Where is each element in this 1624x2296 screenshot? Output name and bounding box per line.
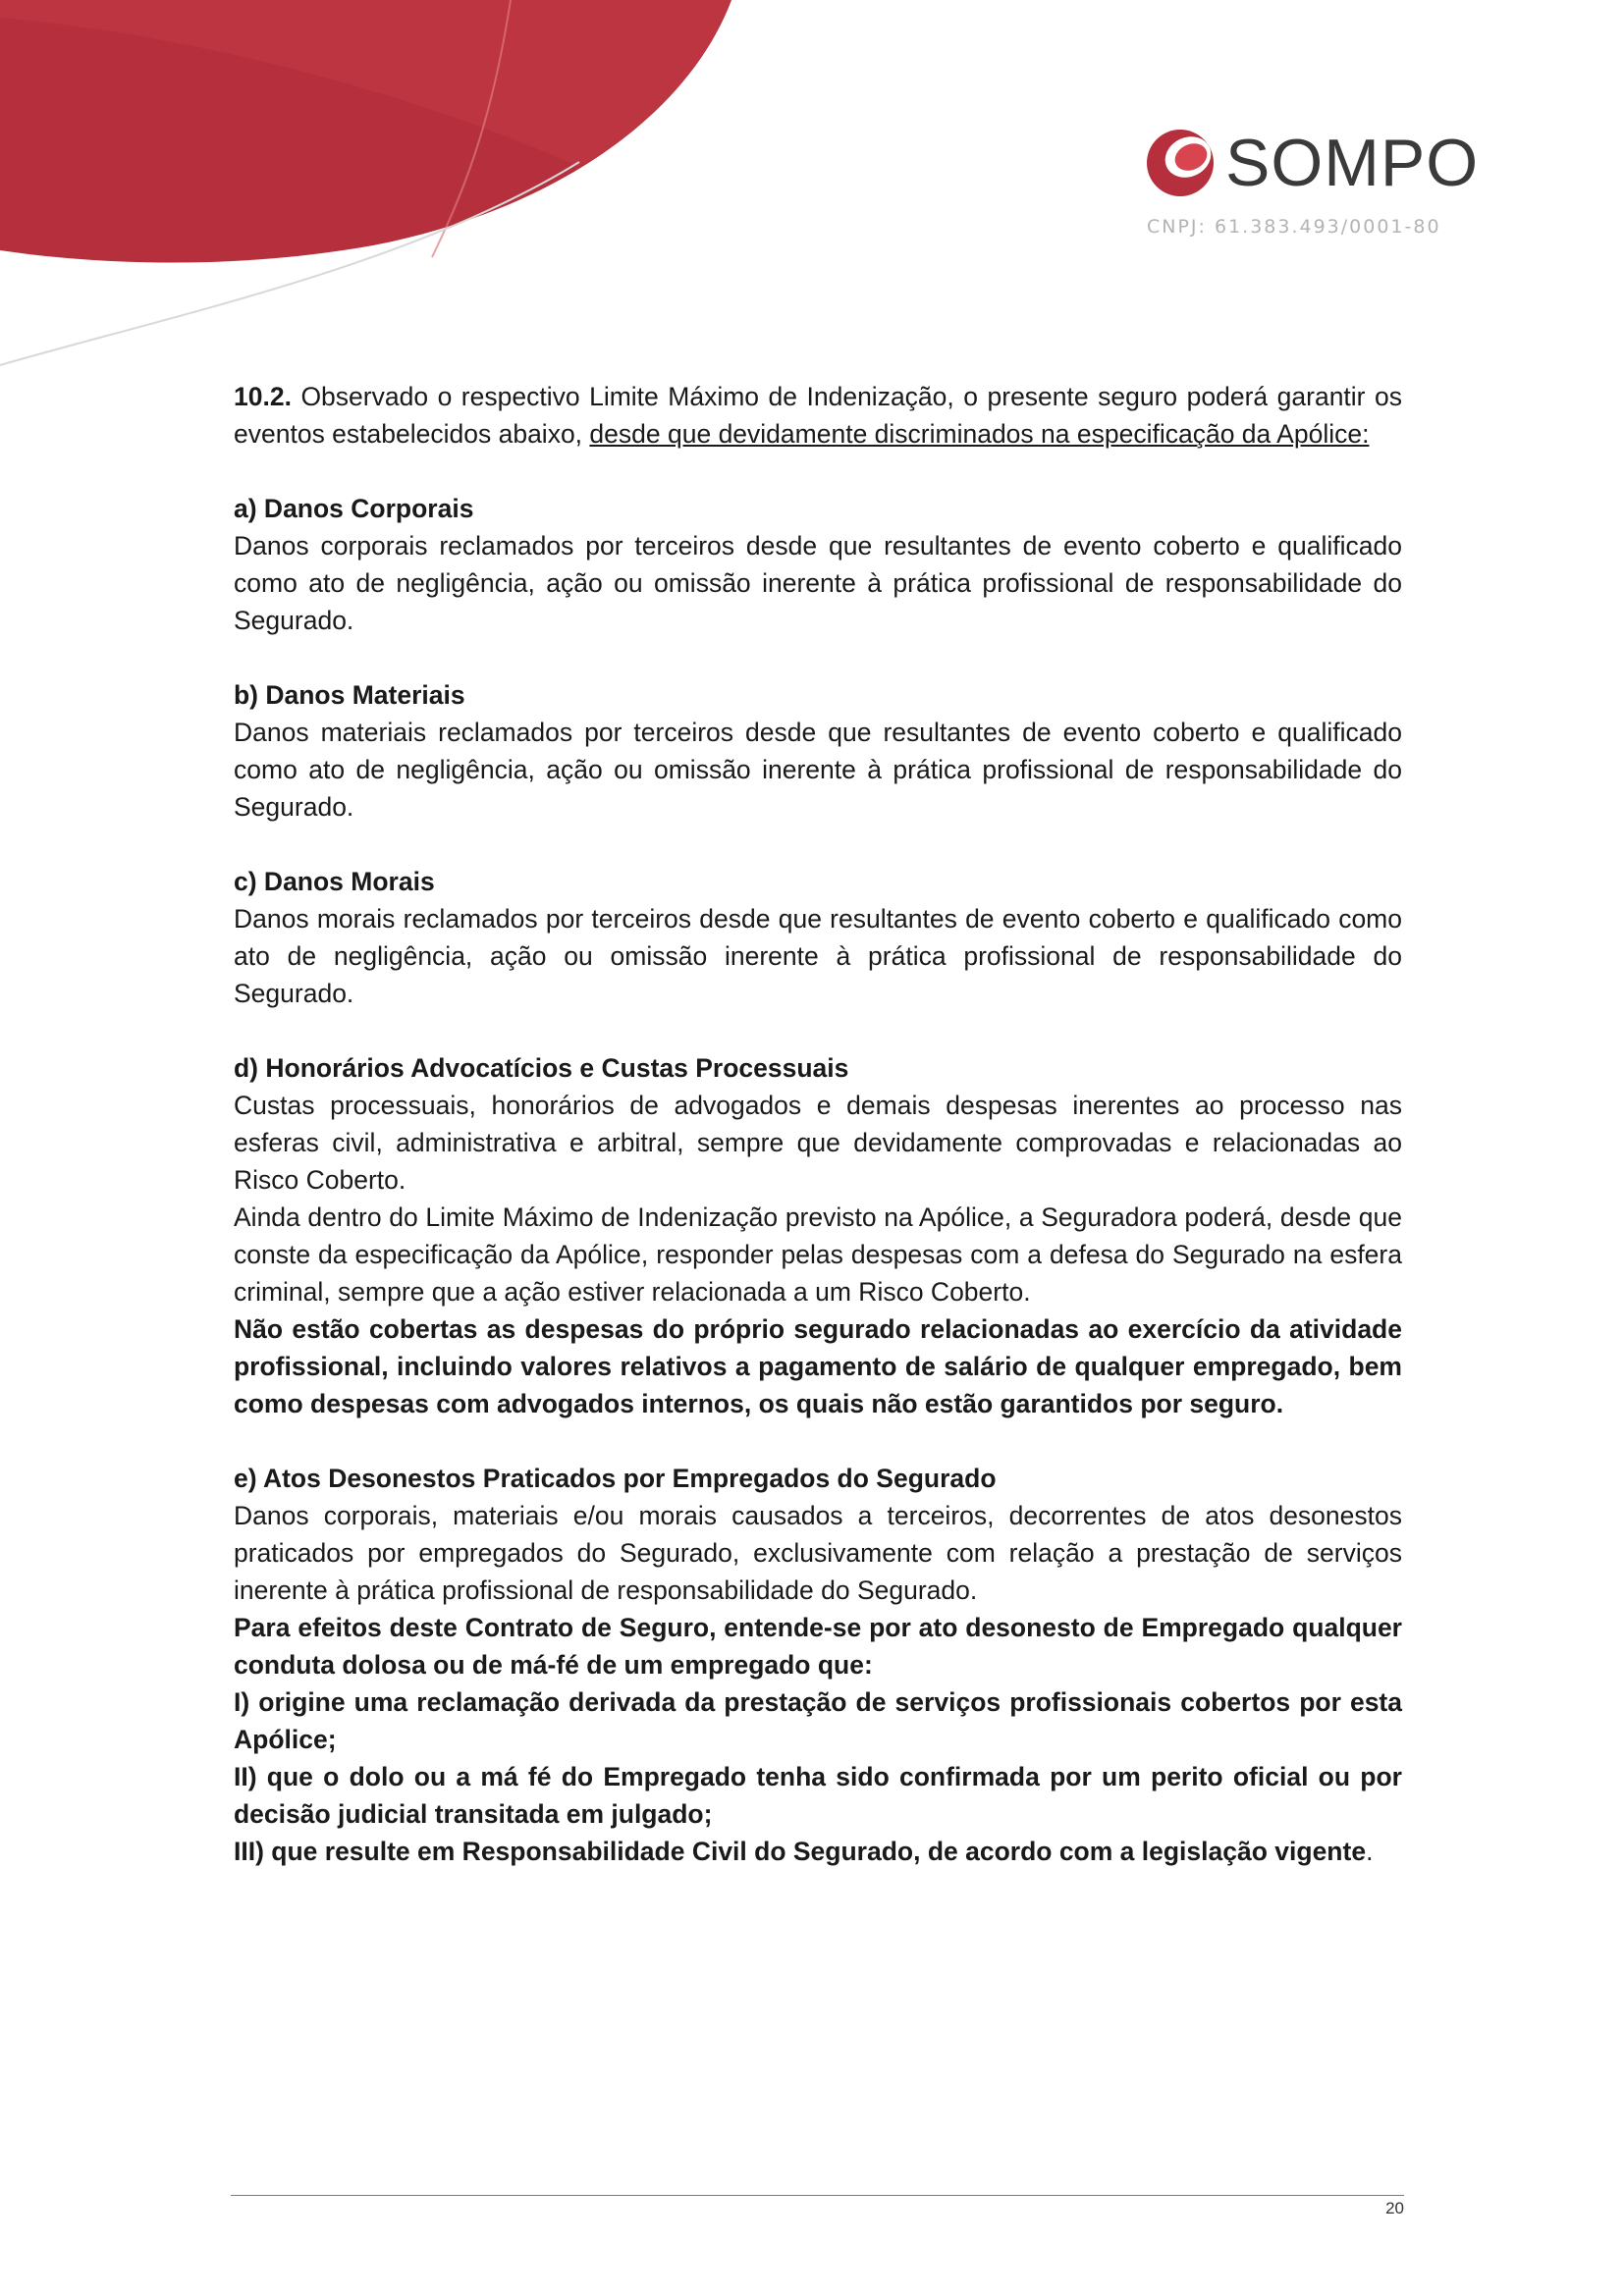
section-c-text: Danos morais reclamados por terceiros desde que resultantes de evento coberto e qualificado como ato de negligência, ação ou omissão inerente à prática profissional de responsabilidade do Segurado. (234, 904, 1402, 1008)
intro-paragraph (234, 378, 1402, 453)
section-d-text-2: Ainda dentro do Limite Máximo de Indenização previsto na Apólice, a Seguradora poderá, desde que conste da especificação da Apólice, responder pelas despesas com a defesa do Segurado na esfera criminal, sempre que a ação estiver relacionada a um Risco Coberto. (234, 1202, 1402, 1307)
section-a-title: a) Danos Corporais (234, 494, 474, 523)
section-d-title: d) Honorários Advocatícios e Custas Processuais (234, 1053, 849, 1083)
logo-wordmark: SOMPO (1225, 126, 1480, 200)
section-e-item-3-text: III) que resulte em Responsabilidade Civil do Segurado, de acordo com a legislação vigente (234, 1837, 1367, 1866)
section-a-text: Danos corporais reclamados por terceiros desde que resultantes de evento coberto e qualificado como ato de negligência, ação ou omissão inerente à prática profissional de responsabilidade do Segurado. (234, 531, 1402, 635)
section-e-item-2: II) que o dolo ou a má fé do Empregado tenha sido confirmada por um perito oficial ou por decisão judicial transitada em julgado; (234, 1762, 1402, 1829)
clause-number: 10.2. (234, 382, 292, 411)
section-e-item-3 (234, 1833, 1402, 1870)
section-b-title: b) Danos Materiais (234, 680, 465, 710)
decorative-red-arc (0, 0, 746, 383)
section-e-title: e) Atos Desonestos Praticados por Empregados do Segurado (234, 1464, 997, 1493)
section-e-item-3-period: . (1366, 1837, 1374, 1866)
footer-divider (231, 2195, 1404, 2196)
section-e-item-1: I) origine uma reclamação derivada da prestação de serviços profissionais cobertos por esta Apólice; (234, 1687, 1402, 1754)
section-d-text-1: Custas processuais, honorários de advogados e demais despesas inerentes ao processo nas esferas civil, administrativa e arbitral, sempre que devidamente comprovadas e relacionadas ao Risco Coberto. (234, 1091, 1402, 1195)
section-c-title: c) Danos Morais (234, 867, 435, 896)
page-number: 20 (1385, 2199, 1404, 2217)
sompo-logo-mark-icon (1145, 128, 1216, 198)
cnpj-text: CNPJ: 61.383.493/0001-80 (1147, 216, 1441, 238)
document-body (234, 378, 1402, 1870)
intro-underlined-text: desde que devidamente discriminados na especificação da Apólice: (589, 419, 1370, 449)
intro-text: Observado o respectivo Limite Máximo de Indenização, o presente seguro poderá garantir os eventos estabelecidos abaixo, (234, 382, 1402, 449)
sompo-logo (1139, 118, 1512, 245)
section-b-text: Danos materiais reclamados por terceiros desde que resultantes de evento coberto e qualificado como ato de negligência, ação ou omissão inerente à prática profissional de responsabilidade do Segurado. (234, 718, 1402, 822)
section-e-definition: Para efeitos deste Contrato de Seguro, entende-se por ato desonesto de Empregado qualquer conduta dolosa ou de má-fé de um empregado que: (234, 1613, 1402, 1680)
section-d-exclusion: Não estão cobertas as despesas do próprio segurado relacionadas ao exercício da atividade profissional, incluindo valores relativos a pagamento de salário de qualquer empregado, bem como despesas com advogados internos, os quais não estão garantidos por seguro. (234, 1314, 1402, 1418)
section-e-text: Danos corporais, materiais e/ou morais causados a terceiros, decorrentes de atos desonestos praticados por empregados do Segurado, exclusivamente com relação a prestação de serviços inerente à prática profissional de responsabilidade do Segurado. (234, 1501, 1402, 1605)
